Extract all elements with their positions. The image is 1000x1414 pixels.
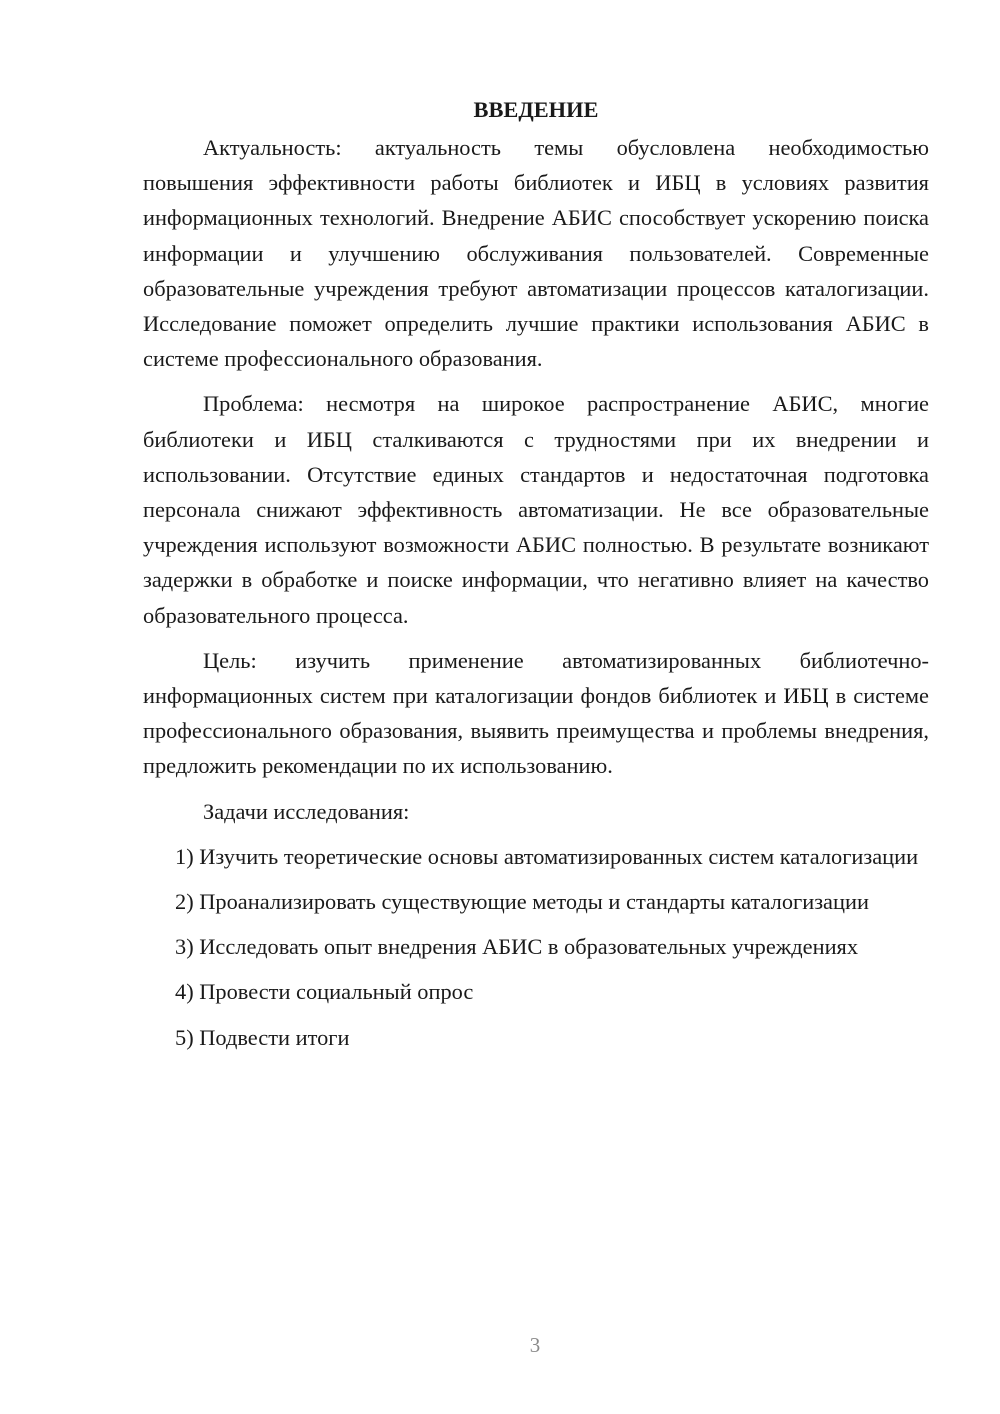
task-item-1: 1) Изучить теоретические основы автоматизированных систем каталогизации [175,843,919,869]
section-title: ВВЕДЕНИЕ [473,97,599,122]
paragraph-problem: Проблема: несмотря на широкое распространение АБИС, многие библиотеки и ИБЦ сталкиваются с трудностями при их внедрении и использовании. Отсутствие единых стандартов и недостаточная подготовка персонала снижают эффективность автоматизации. Не все образовательные учреждения используют возможности АБИС полностью. В результате возникают задержки в обработке и поиске информации, что негативно влияет на качество образовательного процесса. [143,391,929,628]
tasks-heading: Задачи исследования: [203,798,410,824]
page-content [143,94,929,1065]
page-number: 3 [529,1333,541,1357]
task-item-3: 3) Исследовать опыт внедрения АБИС в образовательных учреждениях [175,934,859,960]
paragraph-goal: Цель: изучить применение автоматизированных библиотечно-информационных систем при каталогизации фондов библиотек и ИБЦ в системе профессионального образования, выявить преимущества и проблемы внедрения, предложить рекомендации по их использованию. [143,647,929,779]
task-item-4: 4) Провести социальный опрос [175,979,474,1005]
task-item-2: 2) Проанализировать существующие методы и стандарты каталогизации [175,889,869,915]
task-item-5: 5) Подвести итоги [175,1024,350,1050]
paragraph-relevance: Актуальность: актуальность темы обусловлена необходимостью повышения эффективности работы библиотек и ИБЦ в условиях развития информационных технологий. Внедрение АБИС способствует ускорению поиска информации и улучшению обслуживания пользователей. Современные образовательные учреждения требуют автоматизации процессов каталогизации. Исследование поможет определить лучшие практики использования АБИС в системе профессионального образования. [143,135,929,372]
